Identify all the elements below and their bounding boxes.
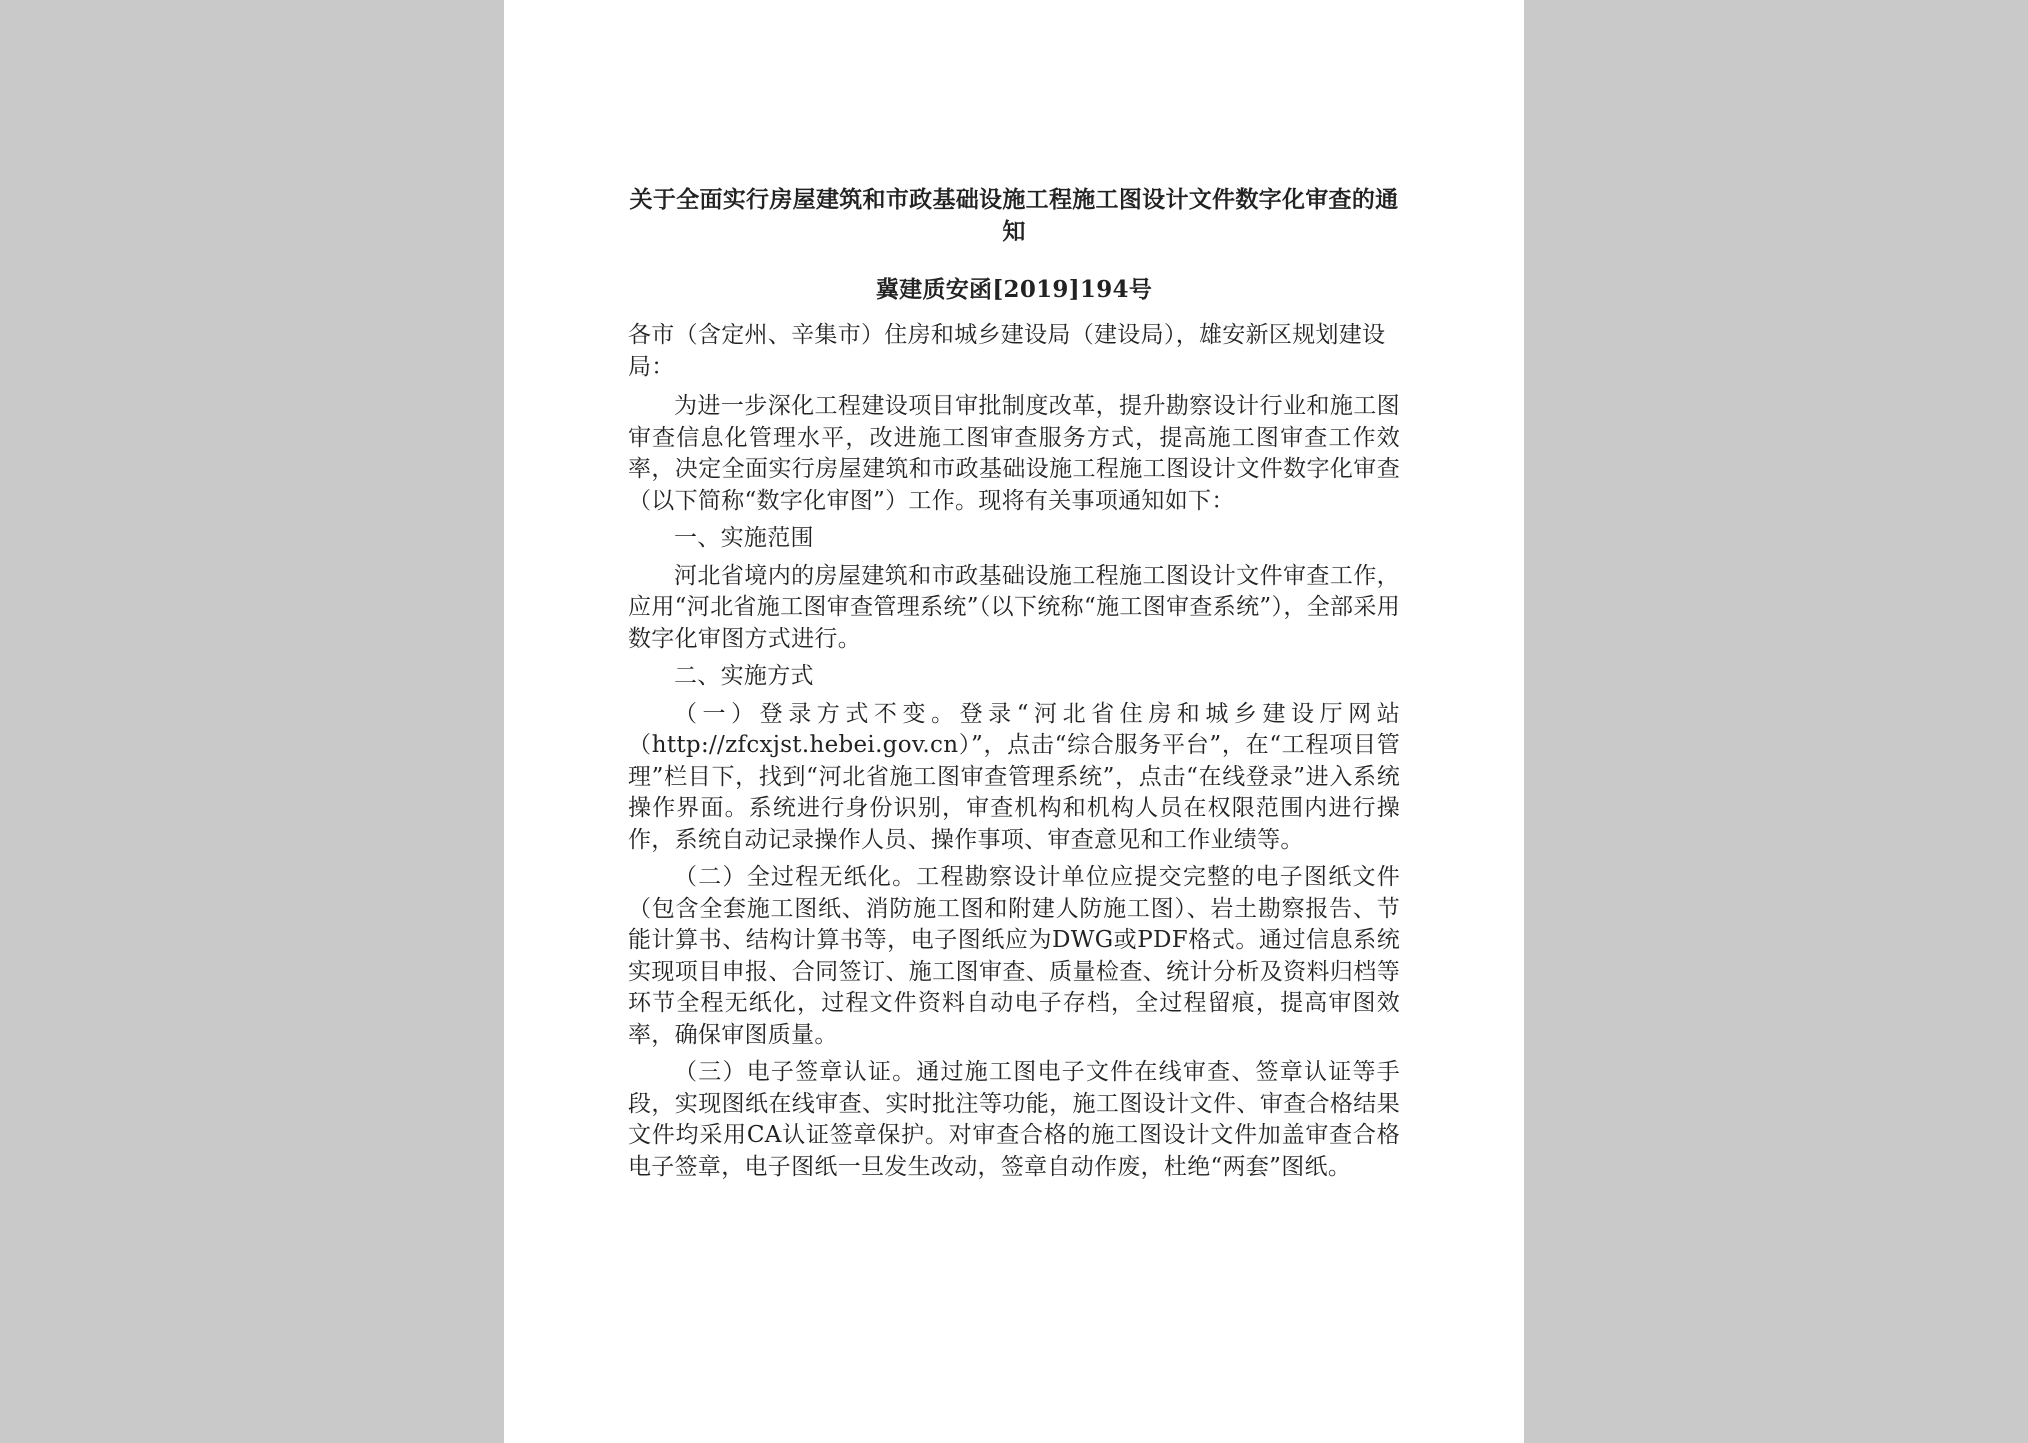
- section-scope-body: 河北省境内的房屋建筑和市政基础设施工程施工图设计文件审查工作，应用“河北省施工图审查管理系统”（以下统称“施工图审查系统”），全部采用数字化审图方式进行。: [628, 562, 1400, 652]
- salutation: 各市（含定州、辛集市）住房和城乡建设局（建设局），雄安新区规划建设局：: [628, 322, 1386, 380]
- intro-paragraph: 为进一步深化工程建设项目审批制度改革，提升勘察设计行业和施工图审查信息化管理水平，改进施工图审查服务方式，提高施工图审查工作效率，决定全面实行房屋建筑和市政基础设施工程施工图设计文件数字化审查（以下简称“数字化审图”）工作。现将有关事项通知如下：: [628, 393, 1400, 514]
- section-heading-scope: 一、实施范围: [674, 525, 814, 551]
- section-heading-method: 二、实施方式: [674, 663, 814, 689]
- method-item-login: （一）登录方式不变。登录“河北省住房和城乡建设厅网站（http://zfcxjst.hebei.gov.cn）”，点击“综合服务平台”，在“工程项目管理”栏目下，找到“河北省施工图审查管理系统”，点击“在线登录”进入系统操作界面。系统进行身份识别，审查机构和机构人员在权限范围内进行操作，系统自动记录操作人员、操作事项、审查意见和工作业绩等。: [628, 700, 1400, 853]
- method-item-esignature: （三）电子签章认证。通过施工图电子文件在线审查、签章认证等手段，实现图纸在线审查、实时批注等功能，施工图设计文件、审查合格结果文件均采用CA认证签章保护。对审查合格的施工图设计文件加盖审查合格电子签章，电子图纸一旦发生改动，签章自动作废，杜绝“两套”图纸。: [628, 1059, 1400, 1180]
- document-number: 冀建质安函[2019]194号: [875, 276, 1153, 303]
- document-body: [628, 184, 1400, 1189]
- document-title: 关于全面实行房屋建筑和市政基础设施工程施工图设计文件数字化审查的通知: [629, 186, 1399, 245]
- document-page: [504, 0, 1524, 1443]
- method-item-paperless: （二）全过程无纸化。工程勘察设计单位应提交完整的电子图纸文件（包含全套施工图纸、消防施工图和附建人防施工图）、岩土勘察报告、节能计算书、结构计算书等，电子图纸应为DWG或PDF格式。通过信息系统实现项目申报、合同签订、施工图审查、质量检查、统计分析及资料归档等环节全程无纸化，过程文件资料自动电子存档，全过程留痕，提高审图效率，确保审图质量。: [628, 864, 1400, 1048]
